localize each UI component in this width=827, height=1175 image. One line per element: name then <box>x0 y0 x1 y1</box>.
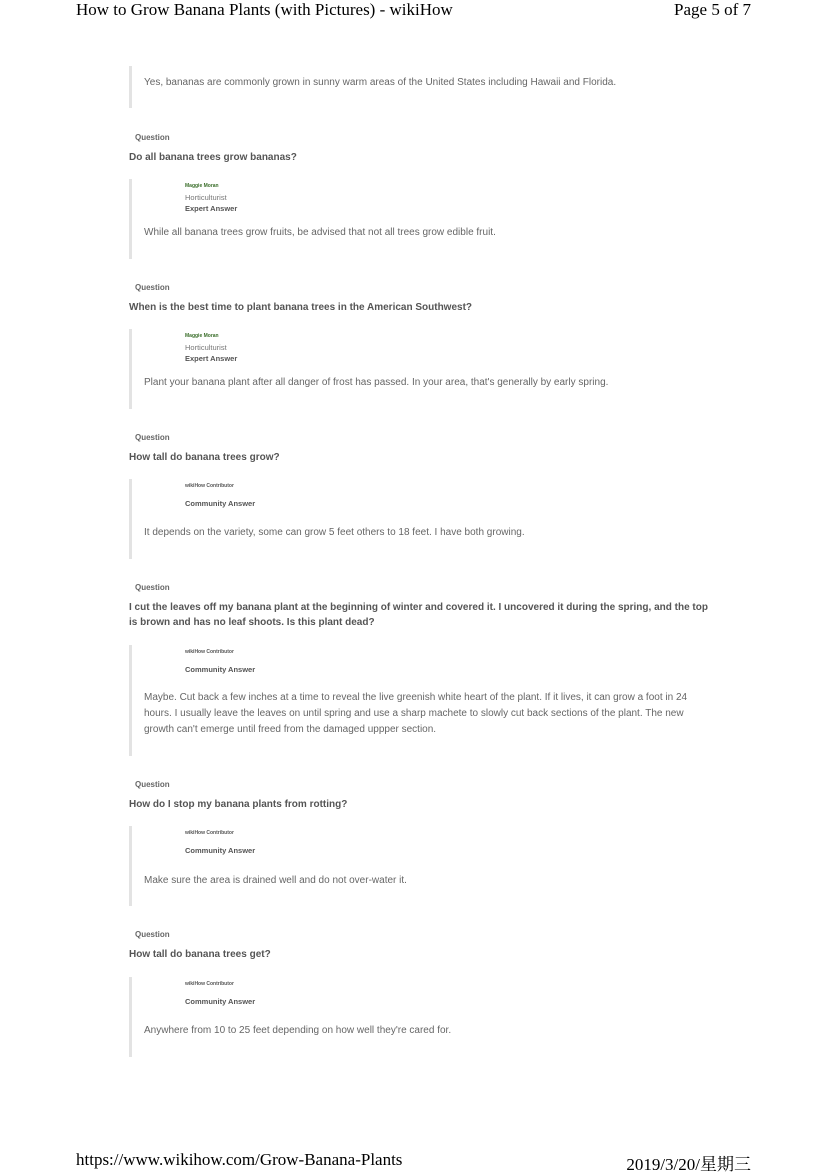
answer-box <box>129 977 702 1057</box>
author-name: wikiHow Contributor <box>185 483 234 489</box>
question-text: How tall do banana trees get? <box>129 949 271 960</box>
question-label: Question <box>135 583 170 592</box>
question-text: When is the best time to plant banana trees in the American Southwest? <box>129 302 473 313</box>
answer-box <box>129 826 702 906</box>
author-name: wikiHow Contributor <box>185 649 234 655</box>
print-title: How to Grow Banana Plants (with Pictures) - wikiHow <box>76 0 453 19</box>
answer-box <box>129 479 702 559</box>
question-label: Question <box>135 133 170 142</box>
answer-type: Community Answer <box>185 846 256 855</box>
question-text: I cut the leaves off my banana plant at the beginning of winter and covered it. I uncovered it during the spring, and the top is brown and has no leaf shoots. Is this plant dead? <box>129 602 708 628</box>
author-name: wikiHow Contributor <box>185 981 234 987</box>
print-footer <box>76 1150 751 1175</box>
print-date: 2019/3/20/星期三 <box>626 1155 751 1174</box>
answer-text: Maybe. Cut back a few inches at a time to reveal the live greenish white heart of the plant. If it lives, it can grow a foot in 24 hours. I usually leave the leaves on until spring and use a sharp machete to slowly cut back sections of the plant. The new growth can't emerge until freed from the damaged uppper section. <box>144 692 688 735</box>
answer-text: Make sure the area is drained well and do not over-water it. <box>144 875 407 886</box>
answer-text: While all banana trees grow fruits, be advised that not all trees grow edible fruit. <box>144 227 496 238</box>
answer-box <box>129 66 692 108</box>
question-text: How do I stop my banana plants from rotting? <box>129 799 348 810</box>
answer-type: Community Answer <box>185 997 256 1006</box>
question-text: Do all banana trees grow bananas? <box>129 152 297 163</box>
author-role: Horticulturist <box>185 193 227 202</box>
author-name[interactable]: Maggie Moran <box>185 333 219 339</box>
answer-text: Yes, bananas are commonly grown in sunny warm areas of the United States including Hawaii and Florida. <box>144 77 617 88</box>
question-label: Question <box>135 283 170 292</box>
answer-type: Community Answer <box>185 665 256 674</box>
page-number: Page 5 of 7 <box>674 0 751 19</box>
answer-text: Anywhere from 10 to 25 feet depending on how well they're cared for. <box>144 1025 452 1036</box>
page-url: https://www.wikihow.com/Grow-Banana-Plants <box>76 1150 403 1169</box>
author-name[interactable]: Maggie Moran <box>185 183 219 189</box>
answer-box <box>129 645 702 756</box>
answer-box <box>129 179 702 259</box>
question-text: How tall do banana trees grow? <box>129 452 280 463</box>
question-label: Question <box>135 930 170 939</box>
answer-type: Expert Answer <box>185 354 238 363</box>
question-label: Question <box>135 433 170 442</box>
answer-type: Expert Answer <box>185 204 238 213</box>
answer-box <box>129 329 702 409</box>
answer-text: It depends on the variety, some can grow 5 feet others to 18 feet. I have both growing. <box>144 527 525 538</box>
author-name: wikiHow Contributor <box>185 830 234 836</box>
print-header <box>76 0 751 20</box>
author-role: Horticulturist <box>185 343 227 352</box>
answer-type: Community Answer <box>185 499 256 508</box>
question-label: Question <box>135 780 170 789</box>
answer-text: Plant your banana plant after all danger of frost has passed. In your area, that's generally by early spring. <box>144 377 609 388</box>
